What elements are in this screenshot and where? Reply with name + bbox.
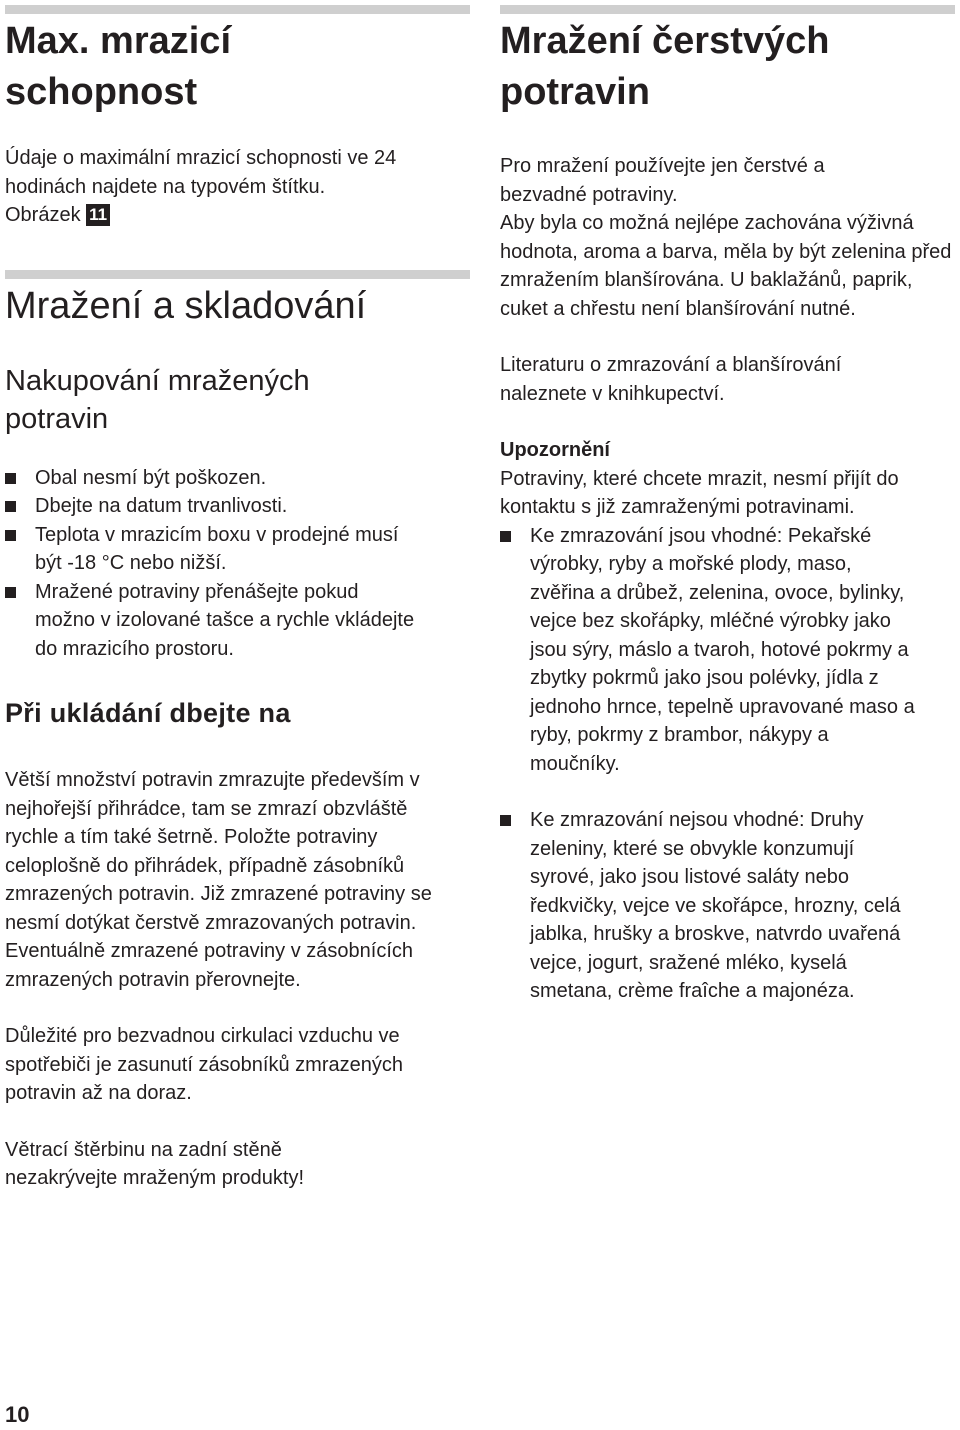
max-capacity-title: Max. mrazicí schopnost bbox=[5, 20, 231, 113]
page-number: 10 bbox=[5, 1402, 30, 1427]
figure-ref-prefix: Obrázek bbox=[5, 204, 81, 226]
section-rule bbox=[500, 5, 955, 14]
bullet-square-icon bbox=[5, 501, 16, 512]
list-item: Ke zmrazování nejsou vhodné: Druhy zeleniny, které se obvykle konzumují syrové, jako jsou listové saláty nebo ředkvičky, vejce ve skořápce, hrozny, celá jablka, hrušky a broskve, natvrdo uvařená vejce, jogurt, sražené mléko, kyselá smetana, crème fraîche a majonéza. bbox=[500, 806, 920, 1006]
fresh-paragraph-3: Literaturu o zmrazování a blanšírování naleznete v knihkupectví. bbox=[500, 354, 842, 405]
bullet-square-icon bbox=[5, 473, 16, 484]
fresh-paragraph-2: Aby byla co možná nejlépe zachována výživná hodnota, aroma a barva, měla by být zelenina před zmražením blanšírována. U baklažánů, paprik, cuket a chřestu není blanšírování nutné. bbox=[500, 212, 952, 320]
list-item: Mražené potraviny přenášejte pokud možno v izolované tašce a rychle vkládejte do mrazicího prostoru. bbox=[5, 578, 420, 664]
bullet-square-icon bbox=[5, 530, 16, 541]
storing-paragraph-2: Důležité pro bezvadnou cirkulaci vzduchu ve spotřebiči je zasunutí zásobníků zmrazených potravin až na doraz. bbox=[5, 1025, 403, 1104]
bullet-square-icon bbox=[500, 815, 511, 826]
list-item: Dbejte na datum trvanlivosti. bbox=[5, 492, 445, 521]
fresh-paragraph-1: Pro mražení používejte jen čerstvé a bezvadné potraviny. bbox=[500, 155, 825, 206]
storage-title: Mražení a skladování bbox=[5, 284, 367, 327]
figure-number-badge: 11 bbox=[86, 204, 110, 226]
note-text: Potraviny, které chcete mrazit, nesmí přijít do kontaktu s již zamraženými potravinami. bbox=[500, 467, 899, 518]
figure-reference bbox=[5, 201, 470, 230]
list-item: Teplota v mrazicím boxu v prodejné musí být -18 °C nebo nižší. bbox=[5, 521, 415, 578]
section-rule bbox=[5, 270, 470, 279]
buying-list bbox=[5, 464, 445, 664]
section-rule bbox=[5, 5, 470, 14]
right-column bbox=[500, 0, 955, 1006]
suitability-list bbox=[500, 522, 920, 1006]
storing-paragraph-3: Větrací štěrbinu na zadní stěně nezakrývejte mraženým produkty! bbox=[5, 1138, 305, 1189]
buying-title: Nakupování mražených potravin bbox=[5, 364, 310, 435]
storing-title: Při ukládání dbejte na bbox=[5, 698, 291, 728]
note-title: Upozornění bbox=[500, 439, 610, 461]
storing-paragraph-1: Větší množství potravin zmrazujte především v nejhořejší přihrádce, tam se zmrazí obzvláště rychle a tím také šetrně. Položte potraviny celoplošně do přihrádek, případně zásobníků zmrazených potravin. Již zmrazené potraviny se nesmí dotýkat čerstvě zmrazovaných potravin. Eventuálně zmrazené potraviny v zásobnících zmrazených potravin přerovnejte. bbox=[5, 769, 432, 991]
list-item: Ke zmrazování jsou vhodné: Pekařské výrobky, ryby a mořské plody, maso, zvěřina a drůbež, zelenina, ovoce, bylinky, vejce bez skořápky, mléčné výrobky jako jsou sýry, máslo a tvaroh, hotové pokrmy a zbytky pokrmů jako jsou polévky, jídla z jednoho hrnce, tepelně upravované maso a ryby, pokrmy z brambor, nákypy a moučníky. bbox=[500, 522, 920, 779]
fresh-freezing-title: Mražení čerstvých potravin bbox=[500, 20, 830, 113]
list-item: Obal nesmí být poškozen. bbox=[5, 464, 445, 493]
bullet-square-icon bbox=[500, 531, 511, 542]
left-column bbox=[5, 0, 470, 1193]
bullet-square-icon bbox=[5, 587, 16, 598]
max-capacity-text: Údaje o maximální mrazicí schopnosti ve 24 hodinách najdete na typovém štítku. bbox=[5, 147, 397, 198]
